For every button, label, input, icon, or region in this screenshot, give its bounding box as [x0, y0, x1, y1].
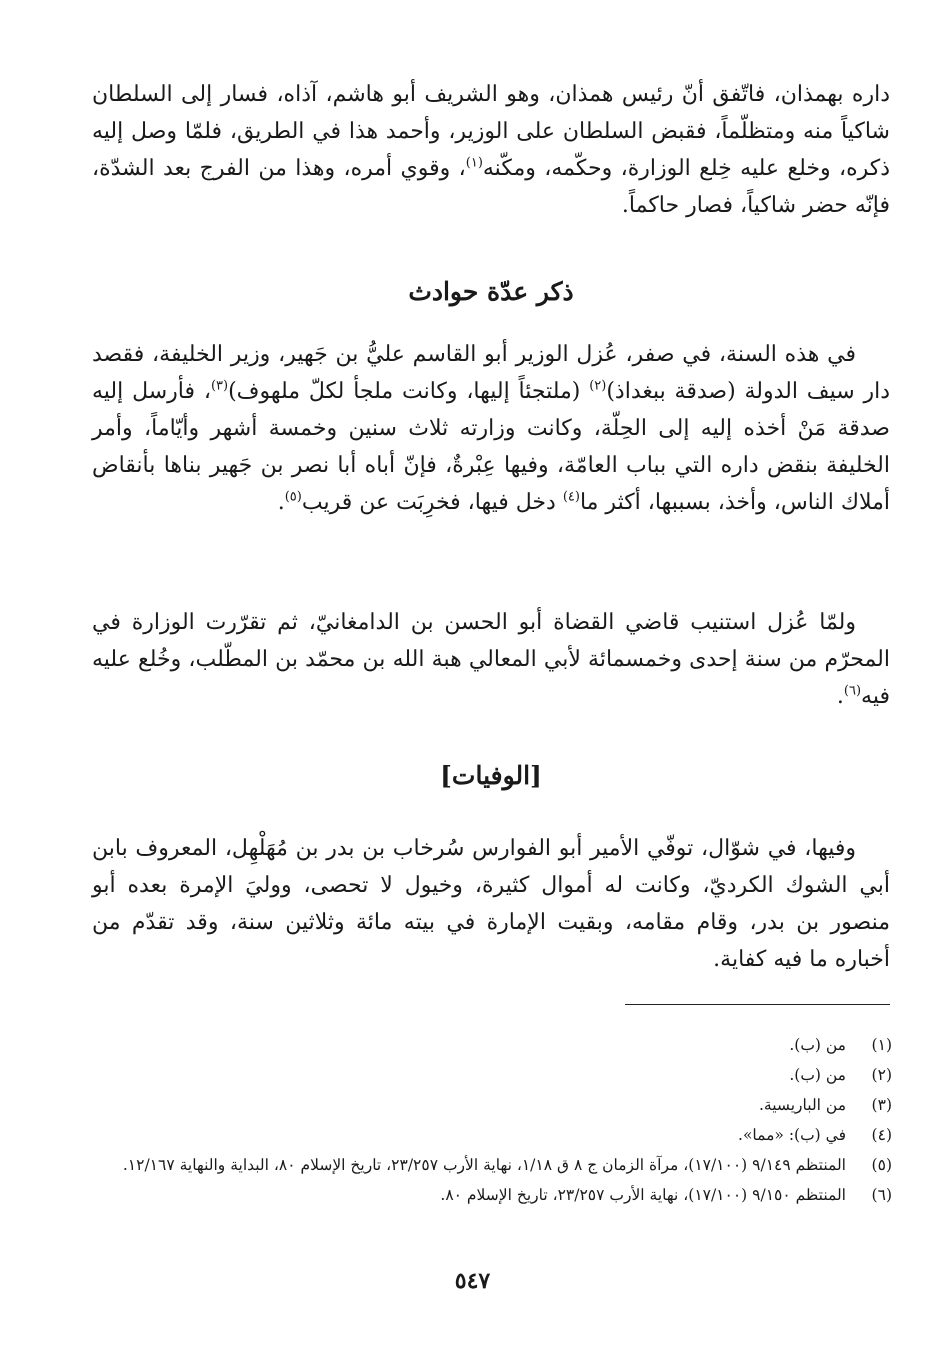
footnote-ref: (٢): [589, 378, 607, 394]
paragraph-text: ، فأرسل إليه صدقة مَنْ أخذه إليه إلى الحِلّة، وكانت وزارته ثلاث سنين وخمسة أشهر وأيّاماً، وأمر الخليفة بنقض داره التي بباب العامّة، وفيها عِبْرةٌ، فإنّ أباه أبا نصر بن جَهير بناها بأنقاض أملاك الناس، وأخذ، بسببها، أكثر ما: [92, 379, 890, 515]
footnote-divider: [625, 1004, 890, 1005]
footnote-item: [92, 1150, 892, 1180]
paragraph-text: داره بهمذان، فاتّفق أنّ رئيس همذان، وهو الشريف أبو هاشم، آذاه، فسار إلى السلطان شاكياً منه ومتظلّماً، فقبض السلطان على الوزير، وأحمد هذا في الطريق، فلمّا وصل إليه ذكره، وخلع عليه خِلع الوزارة، وحكّمه، ومكّنه: [92, 82, 890, 181]
footnote-text: من (ب).: [789, 1066, 846, 1084]
paragraph-text: ولمّا عُزل استنيب قاضي القضاة أبو الحسن بن الدامغانيّ، ثم تقرّرت الوزارة في المحرّم من سنة إحدى وخمسمائة لأبي المعالي هبة الله بن محمّد بن المطّلب، وخُلع عليه فيه: [92, 610, 890, 709]
footnote-number: (٣): [871, 1096, 892, 1114]
paragraph-text: (ملتجئاً إليها، وكانت ملجأ لكلّ ملهوف): [228, 379, 590, 404]
footnotes-list: [92, 1030, 892, 1210]
footnote-text: المنتظم ٩/١٥٠ (١٧/١٠٠)، نهاية الأرب ٢٣/٢٥٧، تاريخ الإسلام ٨٠.: [440, 1186, 846, 1204]
footnote-number: (٤): [871, 1126, 892, 1144]
footnote-number: (٢): [871, 1066, 892, 1084]
page-number: ٥٤٧: [454, 1268, 491, 1294]
section-heading-deaths: [الوفيات]: [440, 761, 542, 790]
footnote-text: من الباريسية.: [759, 1096, 846, 1114]
footnote-text: في (ب): «مما».: [738, 1126, 846, 1144]
events-paragraph-1: [92, 336, 890, 521]
footnote-item: [92, 1090, 892, 1120]
paragraph-text: في هذه السنة، في صفر، عُزل الوزير أبو القاسم عليُّ بن جَهير، وزير الخليفة، فقصد دار سيف الدولة (صدقة ببغداذ): [92, 342, 890, 404]
paragraph-text: دخل فيها، فخرِبَت عن قريب: [301, 490, 563, 515]
footnote-ref: (٤): [562, 489, 580, 505]
footnote-ref: (٣): [210, 378, 229, 394]
footnote-item: [92, 1180, 892, 1210]
deaths-paragraph: وفيها، في شوّال، توفّي الأمير أبو الفوارس سُرخاب بن بدر بن مُهَلْهِل، المعروف بابن أبي الشوك الكرديّ، وكانت له أموال كثيرة، وخيول لا تحصى، ووليَ الإمرة بعده أبو منصور بن بدر، وقام مقامه، وبقيت الإمارة في بيته مائة وثلاثين سنة، وقد تقدّم من أخباره ما فيه كفاية.: [92, 836, 890, 972]
footnote-text: المنتظم ٩/١٤٩ (١٧/١٠٠)، مرآة الزمان ج ٨ ق ١/١٨، نهاية الأرب ٢٣/٢٥٧، تاريخ الإسلام ٨٠، البداية والنهاية ١٢/١٦٧.: [122, 1156, 846, 1174]
footnote-ref: (٥): [284, 489, 302, 505]
paragraph-text: .: [277, 490, 285, 515]
footnote-number: (٥): [871, 1156, 892, 1174]
events-paragraph-2: [92, 604, 890, 715]
footnote-ref: (١): [465, 155, 483, 171]
section-heading-events: ذكر عدّة حوادث: [408, 277, 574, 306]
footnote-number: (١): [871, 1036, 892, 1054]
footnote-item: [92, 1120, 892, 1150]
paragraph-text: ، وقوي أمره، وهذا من الفرج بعد الشدّة، فإنّه حضر شاكياً، فصار حاكماً.: [92, 156, 890, 218]
footnote-item: [92, 1060, 892, 1090]
continuation-paragraph: [92, 76, 890, 224]
footnote-item: [92, 1030, 892, 1060]
footnote-number: (٦): [871, 1186, 892, 1204]
paragraph-text: .: [836, 684, 844, 709]
footnote-text: من (ب).: [789, 1036, 846, 1054]
footnote-ref: (٦): [843, 683, 862, 699]
